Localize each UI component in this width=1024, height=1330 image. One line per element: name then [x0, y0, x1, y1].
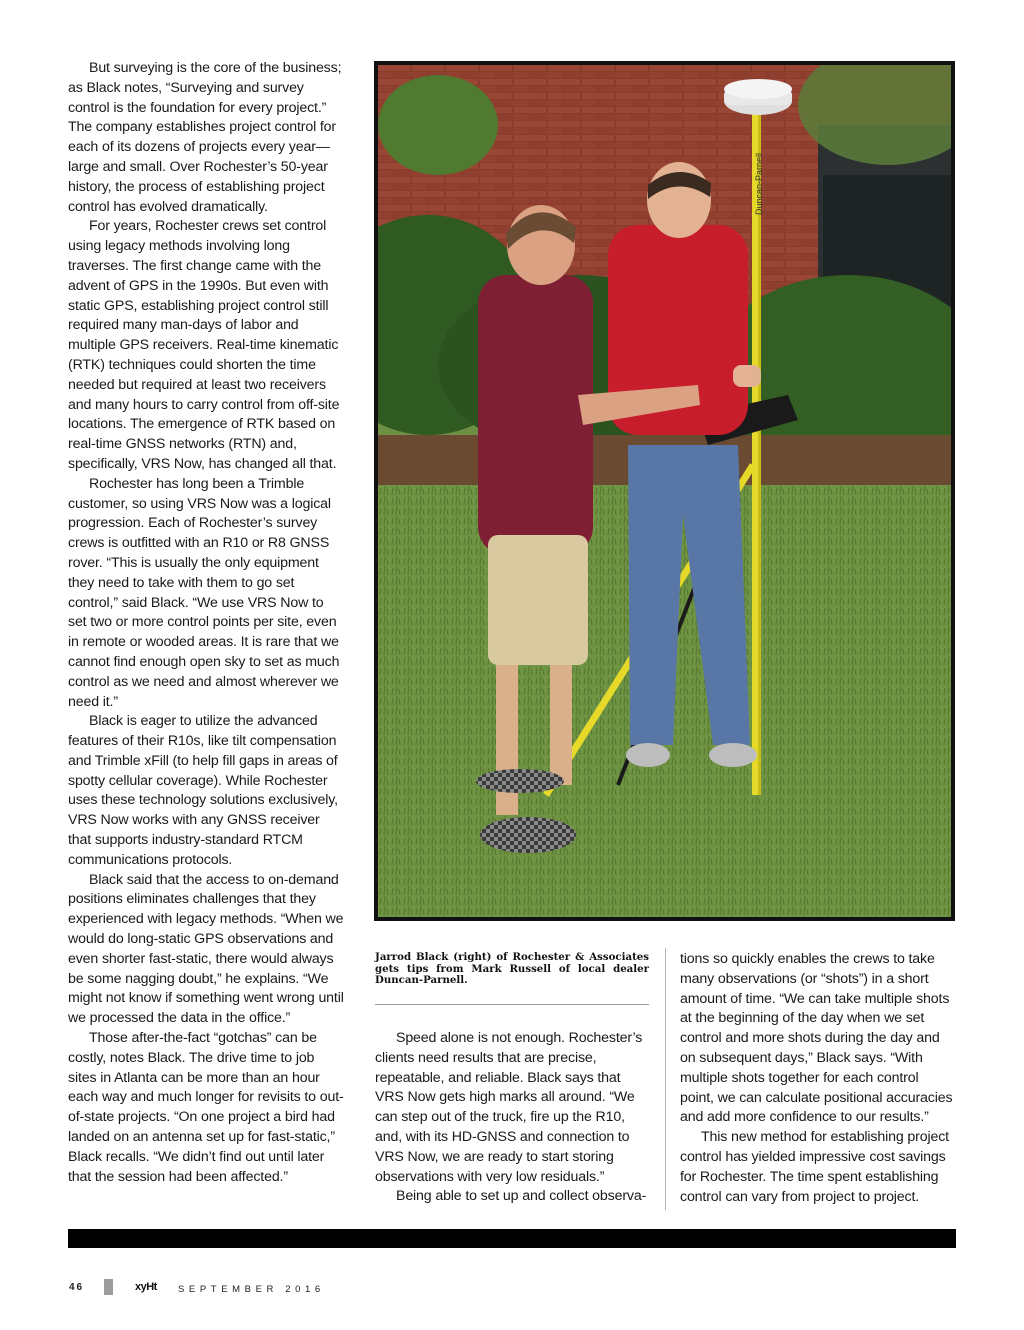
paragraph: Black said that the access to on-demand positions eliminates challenges that they experienced with legacy methods. “When we would do long-static GPS observations and even shorter fast-static, there would always be some nagging doubt,” he explains. “We might not know if something went wrong until we processed the data in the office.”: [68, 871, 344, 1027]
magazine-logo: xyHt: [135, 1281, 157, 1293]
paragraph: Rochester has long been a Trimble customer, so using VRS Now was a logical progression. Each of Rochester’s survey crews is outfitted with an R10 or R8 GNSS rover. “This is usually the only equipment they need to take with them to go set control,” said Black. “We use VRS Now to set two or more control points per site, even in remote or wooded areas. It is rare that we cannot find enough open sky to set as much control as we need and almost wherever we need it.”: [68, 475, 340, 710]
page-number: 46: [69, 1282, 85, 1293]
paragraph: Those after-the-fact “gotchas” can be costly, notes Black. The drive time to job sites in Atlanta can be more than an hour each way and much longer for revisits to out-of-state projects. “On one project a bird had landed on an antenna set up for fast-static,” Black recalls. “We didn’t find out until later that the session had been affected.”: [68, 1030, 344, 1185]
article-photo: [374, 61, 955, 921]
paragraph: For years, Rochester crews set control using legacy methods involving long traverses. The first change came with the advent of GPS in the 1990s. But even with static GPS, establishing project control still required many man-days of labor and multiple GPS receivers. Real-time kinematic (RTK) techniques could shorten the time needed but required at least two receivers and many hours to carry control from off-site locations. The emergence of RTK based on real-time GNSS networks (RTN) and, specifically, VRS Now, has changed all that.: [68, 218, 340, 472]
paragraph: Being able to set up and collect observa-: [396, 1188, 647, 1205]
folio-marker: [104, 1279, 113, 1295]
photo-caption: Jarrod Black (right) of Rochester & Associates gets tips from Mark Russell of local dealer Duncan-Parnell.: [375, 951, 649, 987]
paragraph: But surveying is the core of the business; as Black notes, “Surveying and survey control is the foundation for every project.” The company establishes project control for each of its dozens of projects every year—large and small. Over Rochester’s 50-year history, the process of establishing project control has evolved dramatically.: [68, 60, 342, 215]
pole-label: Duncan-Parnell: [754, 152, 764, 215]
footer-bar: [68, 1229, 956, 1248]
article-column-middle: [375, 1029, 649, 1207]
photo-illustration: [378, 65, 951, 917]
paragraph: Black is eager to utilize the advanced features of their R10s, like tilt compensation and Trimble xFill (to help fill gaps in areas of spotty cellular coverage). While Rochester uses these technology solutions exclusively, VRS Now works with any GNSS receiver that supports industry-standard RTCM communications protocols.: [68, 713, 338, 868]
paragraph: This new method for establishing project control has yielded impressive cost savings for Rochester. The time spent establishing control can vary from project to project.: [680, 1129, 949, 1205]
article-column-right: [680, 950, 956, 1207]
paragraph: Speed alone is not enough. Rochester’s clients need results that are precise, repeatable, and reliable. Black says that VRS Now gets high marks all around. “We can step out of the truck, fire up the R10, and, with its HD-GNSS and connection to VRS Now, we are ready to start storing observations with very low residuals.”: [375, 1030, 643, 1185]
article-column-left: [68, 59, 344, 1187]
column-divider: [665, 948, 666, 1210]
paragraph: tions so quickly enables the crews to take many observations (or “shots”) in a short amount of time. “We can take multiple shots at the beginning of the day when we set control and more shots during the day and on subsequent days,” Black says. “With multiple shots together for each control point, we can calculate positional accuracies and add more confidence to our results.”: [680, 951, 953, 1126]
issue-date: SEPTEMBER 2016: [178, 1284, 325, 1295]
caption-divider: [375, 1004, 649, 1005]
